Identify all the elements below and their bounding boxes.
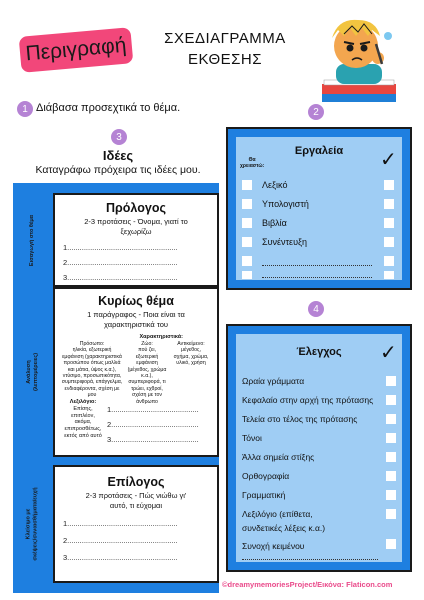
outro-desc-2: αυτό, τι εύχομαι bbox=[109, 501, 163, 510]
step-number-4: 4 bbox=[308, 301, 324, 317]
tool-blank-line-1[interactable] bbox=[262, 265, 372, 266]
check-box-1[interactable] bbox=[386, 376, 396, 386]
tool-label-books: Βιβλία bbox=[262, 218, 287, 228]
checklist-title: Έλεγχος bbox=[296, 346, 342, 358]
tool-label-computer: Υπολογιστή bbox=[262, 199, 309, 209]
step-number-1: 1 bbox=[17, 101, 33, 117]
main-title: Κυρίως θέμα bbox=[98, 294, 174, 308]
tool-checkbox-4[interactable] bbox=[242, 237, 252, 247]
intro-line-3[interactable]: 3..................................................... bbox=[63, 273, 178, 282]
features-label: Χαρακτηριστικά: bbox=[139, 334, 183, 340]
check-item-capital: Κεφαλαίο στην αρχή της πρότασης bbox=[242, 395, 374, 405]
ideas-subtitle: Καταγράφω πρόχειρα τις ιδέες μου. bbox=[35, 164, 201, 176]
check-item-spelling: Ορθογραφία bbox=[242, 471, 290, 481]
page-title: ΣΧΕΔΙΑΓΡΑΜΜΑ ΕΚΘΕΣΗΣ bbox=[164, 30, 286, 68]
check-item-period: Τελεία στο τέλος της πρότασης bbox=[242, 414, 358, 424]
outro-line-3[interactable]: 3..................................................... bbox=[63, 553, 178, 562]
intro-line-2[interactable]: 2..................................................... bbox=[63, 258, 178, 267]
main-line-3[interactable]: 3.......................................... bbox=[107, 435, 199, 444]
check-box-8[interactable] bbox=[386, 509, 396, 519]
check-box-6[interactable] bbox=[386, 471, 396, 481]
person-features: Πρόσωπο: ηλικία, εξωτερική εμφάνιση (χαρακτηριστικά προσώπου όπως μαλλιά και μάτια, ύψος κ.α.), ντύσιμο, προσωπικότητα, συμπεριφορά, επάγγελμα, ενδιαφέροντα, σχέση με μου bbox=[61, 341, 123, 399]
essay-outline-column bbox=[13, 183, 219, 593]
checklist-check-icon: ✓ bbox=[380, 342, 397, 364]
check-item-grammar: Γραμματική bbox=[242, 490, 286, 500]
step1-instruction: Διάβασα προσεχτικά το θέμα. bbox=[36, 102, 181, 114]
main-lines bbox=[107, 405, 215, 444]
tool-checkbox-3[interactable] bbox=[242, 218, 252, 228]
title-badge: Περιγραφή bbox=[19, 27, 134, 73]
check-box-5[interactable] bbox=[386, 452, 396, 462]
intro-desc-2: ξεχωρίζω bbox=[120, 227, 152, 236]
student-writing-illustration bbox=[318, 14, 400, 104]
tool-blank-line-2[interactable] bbox=[262, 277, 372, 278]
tools-needed-label: Θα χρειαστώ: bbox=[240, 157, 265, 169]
tool-checkbox-6[interactable] bbox=[242, 271, 252, 279]
main-section bbox=[53, 287, 219, 457]
intro-title: Πρόλογος bbox=[106, 201, 166, 215]
check-item-accents: Τόνοι bbox=[242, 433, 262, 443]
check-box-9[interactable] bbox=[386, 539, 396, 549]
outro-line-2[interactable]: 2..................................................... bbox=[63, 536, 178, 545]
tool-checkbox-1[interactable] bbox=[242, 180, 252, 190]
outro-title: Επίλογος bbox=[107, 475, 165, 489]
check-item-handwriting: Ωραία γράμματα bbox=[242, 376, 305, 386]
animal-features: Ζώο: πού ζει, εξωτερική εμφάνιση (μέγεθος, χρώμα κ.α.), συμπεριφορά, τι τρώει, εχθροί, σχέση με τον άνθρωπο bbox=[127, 341, 167, 405]
check-box-3[interactable] bbox=[386, 414, 396, 424]
check-item-punctuation: Άλλα σημεία στίξης bbox=[242, 452, 315, 462]
tool-label-interview: Συνέντευξη bbox=[262, 237, 308, 247]
tool-check-6[interactable] bbox=[384, 271, 394, 279]
check-box-7[interactable] bbox=[386, 490, 396, 500]
step-number-2: 2 bbox=[308, 104, 324, 120]
check-box-4[interactable] bbox=[386, 433, 396, 443]
intro-section bbox=[53, 193, 219, 287]
tool-check-4[interactable] bbox=[384, 237, 394, 247]
outro-side-label: Κλείσιμο με σκέψεις/συναισθήματα/ευχή bbox=[26, 487, 39, 561]
tools-panel bbox=[226, 127, 412, 290]
check-box-2[interactable] bbox=[386, 395, 396, 405]
tool-check-5[interactable] bbox=[384, 256, 394, 266]
outro-section bbox=[53, 465, 219, 583]
intro-side-label: Εισαγωγή στο θέμα bbox=[29, 214, 36, 266]
outro-desc-1: 2-3 προτάσεις - Πώς νιώθω γι' bbox=[85, 491, 187, 500]
check-blank-line[interactable] bbox=[242, 559, 378, 560]
tools-title: Εργαλεία bbox=[294, 145, 344, 157]
check-item-cohesion: Συνοχή κειμένου bbox=[242, 541, 305, 551]
intro-line-1[interactable]: 1..................................................... bbox=[63, 243, 178, 252]
outro-line-1[interactable]: 1..................................................... bbox=[63, 519, 178, 528]
main-side-label: Ανάλυση (λεπτομέρειες) bbox=[26, 352, 39, 392]
tool-label-dictionary: Λεξικό bbox=[262, 180, 288, 190]
main-line-1[interactable]: 1.......................................... bbox=[107, 405, 199, 414]
object-features: Αντικείμενο: μέγεθος, σχήμα, χρώμα, υλικό, χρήση bbox=[173, 341, 209, 367]
tool-checkbox-5[interactable] bbox=[242, 256, 252, 266]
tool-check-3[interactable] bbox=[384, 218, 394, 228]
intro-desc-1: 2-3 προτάσεις - Όνομα, γιατί το bbox=[84, 217, 188, 226]
check-item-vocabulary-2: συνδετικές λέξεις κ.α.) bbox=[242, 523, 326, 533]
tools-check-icon: ✓ bbox=[380, 149, 397, 171]
tools-panel-inner bbox=[236, 137, 402, 280]
step-number-3: 3 bbox=[111, 129, 127, 145]
credit-footer: ©dreamymemoriesProject/Εικόνα: Flaticon.com bbox=[222, 580, 393, 589]
features-columns bbox=[61, 341, 211, 405]
checklist-panel bbox=[226, 324, 412, 572]
checklist-panel-inner bbox=[236, 334, 402, 562]
main-line-2[interactable]: 2.......................................... bbox=[107, 420, 199, 429]
vocabulary-box: Λεξιλόγιο: Επίσης, επιπλέον, ακόμα, επιπροσθέτως, εκτός από αυτό bbox=[64, 399, 102, 439]
ideas-heading: Ιδέες bbox=[102, 148, 134, 163]
check-item-vocabulary-1: Λεξιλόγιο (επίθετα, bbox=[242, 509, 313, 519]
tool-check-1[interactable] bbox=[384, 180, 394, 190]
tool-checkbox-2[interactable] bbox=[242, 199, 252, 209]
tool-check-2[interactable] bbox=[384, 199, 394, 209]
main-desc-2: χαρακτηριστικά του bbox=[104, 320, 168, 329]
main-desc-1: 1 παράγραφος - Ποια είναι τα bbox=[87, 310, 185, 319]
